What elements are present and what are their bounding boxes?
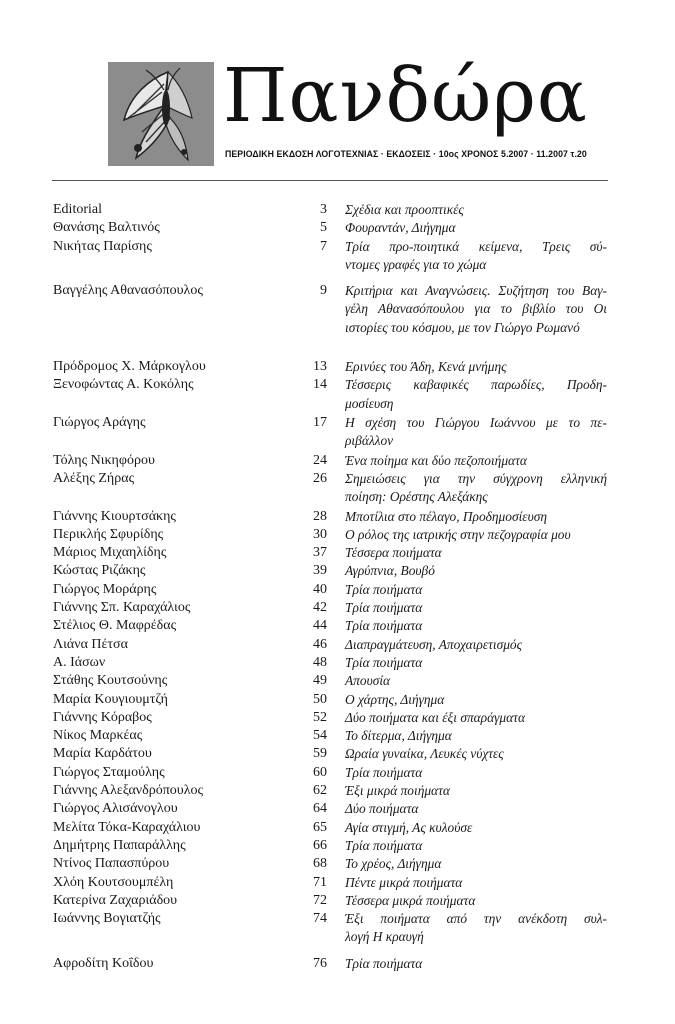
toc-work-title [345,358,607,376]
toc-work-title [345,617,607,635]
toc-work-line: Τέσσερα μικρά ποιήματα [345,892,476,908]
toc-work-title [345,800,607,818]
toc-page-number: 24 [313,452,327,468]
toc-page-number: 66 [313,837,327,853]
magazine-title: Πανδώρα [223,53,588,139]
toc-page-number: 14 [313,377,327,393]
toc-author: Στάθης Κουτσούνης [53,673,168,689]
toc-author: Περικλής Σφυρίδης [53,526,164,542]
toc-work-line: Ερινύες του Άδη, Κενά μνήμης [345,359,507,375]
toc-work-line: Απουσία [345,673,391,689]
toc-page-number: 9 [320,283,327,299]
toc-work-line: ριβάλλον [345,433,394,449]
toc-page-number: 42 [313,600,327,615]
toc-author: Μελίτα Τόκα-Καραχάλιου [53,819,201,835]
toc-work-line: Δύο ποιήματα και έξι σπαράγματα [345,709,525,725]
toc-work-title [345,238,607,275]
toc-author: Ντίνος Παπασπύρου [53,856,170,872]
toc-author: Κώστας Ριζάκης [53,563,146,579]
toc-work-line: Έξι ποιήματα από την ανέκδοτη συλ- [345,911,607,927]
toc-work-line: Τρία ποιήματα [345,600,423,615]
toc-page-number: 44 [313,618,327,634]
toc-page-number: 7 [320,238,327,254]
toc-author: Νικήτας Παρίσης [53,238,152,254]
toc-work-line: Έξι μικρά ποιήματα [345,783,450,798]
toc-author: Αφροδίτη Κοΐδου [53,955,154,971]
toc-work-title [345,562,607,580]
toc-author: Μάριος Μιχαηλίδης [53,545,167,561]
toc-page-number: 71 [313,874,327,890]
toc-work-title [345,581,607,599]
toc-work-line: ποίηση: Ορέστης Αλεξάκης [345,489,488,505]
toc-work-title [345,599,607,617]
toc-work-title [345,654,607,672]
toc-author: Γιάννης Κόραβος [53,709,152,725]
toc-work-title [345,672,607,690]
toc-page-number: 76 [313,955,327,971]
toc-author: Λιάνα Πέτσα [53,636,128,652]
toc-work-title [345,709,607,727]
toc-work-line: Σχέδια και προοπτικές [345,202,464,217]
toc-work-title [345,745,607,763]
toc-work-line: Κριτήρια και Αναγνώσεις. Συζήτηση του Βαγ- [345,283,607,299]
toc-work-title [345,837,607,855]
toc-work-line: Φουραντάν, Διήγημα [345,220,456,236]
toc-work-title [345,470,607,507]
toc-work-line: Το χρέος, Διήγημα [345,856,442,872]
toc-work-title [345,910,607,947]
toc-author: Βαγγέλης Αθανασόπουλος [53,283,203,299]
toc-page-number: 65 [313,819,327,835]
toc-work-title [345,892,607,910]
magazine-subtitle: ΠΕΡΙΟΔΙΚΗ ΕΚΔΟΣΗ ΛΟΓΟΤΕΧΝΙΑΣ · ΕΚΔΟΣΕΙΣ · 10ος ΧΡΟΝΟΣ 5.2007 · 11.2007 τ.20 [225,148,587,159]
toc-author: Γιάννης Σπ. Καραχάλιος [53,600,191,615]
toc-page-number: 48 [313,654,327,670]
toc-author: Κατερίνα Ζαχαριάδου [53,892,178,908]
toc-page-number: 60 [313,764,327,780]
toc-work-line: Τρία ποιήματα [345,764,423,780]
toc-page-number: 54 [313,728,327,744]
toc-author: Αλέξης Ζήρας [53,470,135,486]
toc-page-number: 72 [313,892,327,908]
toc-author: Χλόη Κουτσουμπέλη [53,874,174,890]
toc-work-title [345,955,607,973]
toc-work-line: Ο ρόλος της ιατρικής στην πεζογραφία μου [345,526,571,542]
toc-work-line: Δύο ποιήματα [345,801,419,817]
toc-work-title [345,414,607,451]
toc-work-title [345,282,607,337]
toc-work-line: Τρία προ-ποιητικά κείμενα, Τρεις σύ- [345,238,607,254]
toc-work-line: Τρία ποιήματα [345,581,423,597]
toc-work-line: μοσίευση [345,395,394,411]
toc-work-line: Τέσσερα ποιήματα [345,545,442,561]
toc-work-title [345,544,607,562]
toc-page-number: 40 [313,581,327,597]
toc-page-number: 30 [313,526,327,542]
toc-work-title [345,526,607,544]
toc-author: Γιάννης Αλεξανδρόπουλος [53,783,204,798]
toc-page-number: 68 [313,856,327,872]
toc-author: Μαρία Κουγιουμτζή [53,691,169,707]
toc-work-line: ιστορίες του κόσμου, με τον Γιώργο Ρωμανό [345,319,580,335]
toc-page-number: 52 [313,709,327,725]
toc-page-number: 59 [313,746,327,762]
toc-work-title [345,452,607,470]
toc-page-number: 17 [313,415,327,430]
toc-page-number: 62 [313,783,327,798]
toc-work-line: γέλη Αθανασόπουλου για το βιβλίο του Οι [345,301,607,317]
toc-work-line: Αγρύπνια, Βουβό [345,563,435,579]
toc-work-line: Μποτίλια στο πέλαγο, Προδημοσίευση [345,508,547,524]
toc-work-title [345,376,607,413]
toc-author: Ιωάννης Βογιατζής [53,911,161,927]
toc-work-line: Πέντε μικρά ποιήματα [345,874,463,890]
toc-author: Νίκος Μαρκέας [53,728,143,744]
toc-author: Ξενοφώντας Α. Κοκόλης [53,377,194,393]
toc-work-line: Ο χάρτης, Διήγημα [345,691,445,707]
toc-work-line: Ένα ποίημα και δύο πεζοποιήματα [345,452,527,468]
toc-page-number: 39 [313,563,327,579]
toc-work-line: Αγία στιγμή, Ας κυλούσε [345,819,473,835]
toc-author: Γιώργος Μοράρης [53,581,157,597]
toc-work-title [345,874,607,892]
toc-page-number: 49 [313,673,327,689]
toc-author: Γιώργος Αλισάνογλου [53,801,178,817]
toc-author: Στέλιος Θ. Μαφρέδας [53,618,177,634]
toc-page-number: 50 [313,691,327,707]
toc-author: Γιώργος Σταμούλης [53,764,165,780]
toc-work-title [345,764,607,782]
toc-author: Τόλης Νικηφόρου [53,452,155,468]
toc-work-line: Η σχέση του Γιώργου Ιωάννου με το πε- [345,415,607,430]
toc-work-title [345,782,607,800]
toc-work-line: Τρία ποιήματα [345,837,423,853]
toc-work-title [345,219,607,237]
toc-work-title [345,636,607,654]
toc-author: Πρόδρομος Χ. Μάρκογλου [53,359,206,375]
toc-work-line: Σημειώσεις για την σύγχρονη ελληνική [345,470,607,486]
toc-work-title [345,691,607,709]
toc-author: Γιώργος Αράγης [53,415,146,430]
toc-author: Γιάννης Κιουρτσάκης [53,508,176,524]
toc-author: Editorial [53,202,102,217]
toc-work-title [345,727,607,745]
toc-work-line: λογή Η κραυγή [345,929,424,945]
toc-work-line: Τρία ποιήματα [345,654,423,670]
toc-page-number: 26 [313,470,327,486]
toc-page-number: 3 [320,202,327,217]
toc-page-number: 46 [313,636,327,652]
toc-work-title [345,508,607,526]
toc-author: Θανάσης Βαλτινός [53,220,160,236]
toc-author: Δημήτρης Παπαράλλης [53,837,186,853]
toc-author: Α. Ιάσων [53,654,106,670]
toc-work-line: Το δίτερμα, Διήγημα [345,728,452,744]
toc-page-number: 74 [313,911,327,927]
toc-work-title [345,855,607,873]
toc-work-line: Διαπραγμάτευση, Αποχαιρετισμός [345,636,523,652]
toc-page-number: 13 [313,359,327,375]
toc-work-title [345,201,607,219]
toc-work-line: ντομες γραφές για το χώμα [345,256,487,272]
toc-work-line: Τέσσερις καβαφικές παρωδίες, Προδη- [345,377,607,393]
toc-work-title [345,819,607,837]
toc-work-line: Τρία ποιήματα [345,618,423,634]
toc-page-number: 64 [313,801,327,817]
toc-page-number: 5 [320,220,327,236]
toc-author: Μαρία Καρδάτου [53,746,152,762]
toc-page-number: 37 [313,545,327,561]
toc-work-line: Ωραία γυναίκα, Λευκές νύχτες [345,746,504,762]
toc-page-number: 28 [313,508,327,524]
toc-work-line: Τρία ποιήματα [345,955,423,971]
